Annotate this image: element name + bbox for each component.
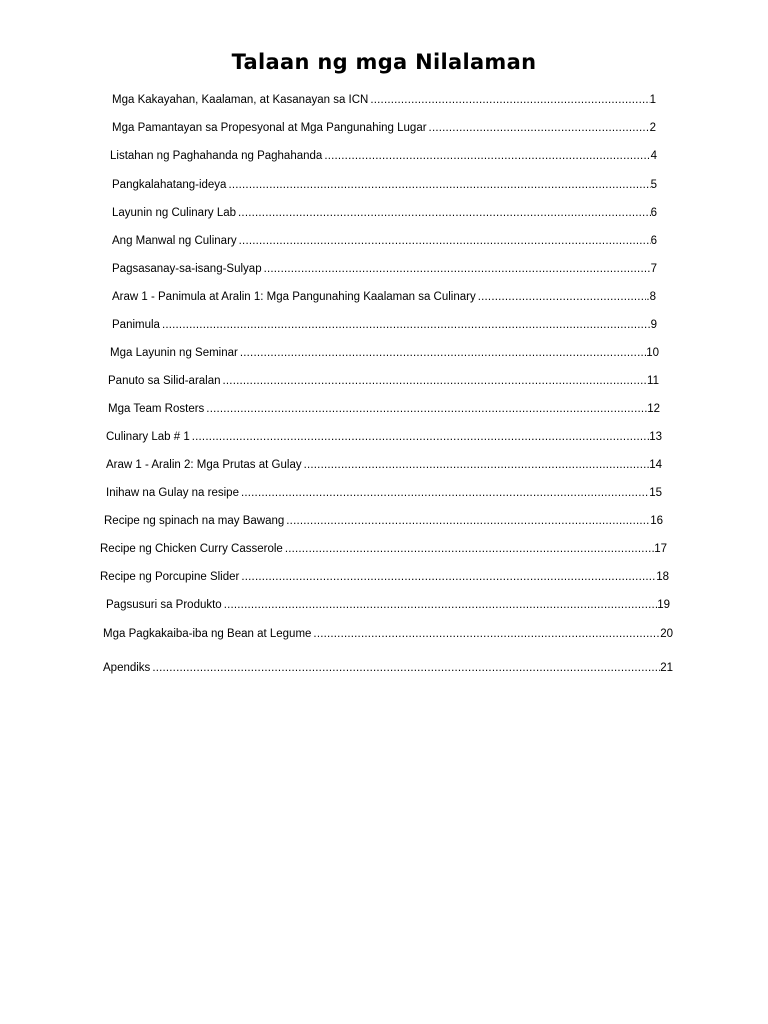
toc-entry-page: 20 bbox=[660, 628, 673, 640]
toc-leader-dots bbox=[237, 233, 651, 249]
toc-entry bbox=[106, 429, 662, 445]
toc-entry-page: 6 bbox=[650, 207, 657, 219]
toc-entry-label: Recipe ng spinach na may Bawang bbox=[104, 515, 285, 527]
toc-entry bbox=[108, 373, 659, 389]
toc-leader-dots bbox=[427, 120, 650, 136]
toc-entry-label: Layunin ng Culinary Lab bbox=[112, 207, 237, 219]
toc-entry-page: 17 bbox=[654, 543, 667, 555]
toc-leader-dots bbox=[238, 345, 646, 361]
toc-entry-label: Araw 1 - Aralin 2: Mga Prutas at Gulay bbox=[106, 459, 302, 471]
toc-entry bbox=[106, 485, 662, 501]
toc-entry-label: Mga Kakayahan, Kaalaman, at Kasanayan sa ICN bbox=[112, 94, 369, 106]
toc-entry-label: Culinary Lab # 1 bbox=[106, 431, 190, 443]
toc-entry bbox=[112, 120, 656, 136]
toc-leader-dots bbox=[160, 317, 651, 333]
toc-leader-dots bbox=[311, 626, 660, 642]
toc-entry-page: 21 bbox=[660, 662, 673, 674]
toc-entry bbox=[100, 569, 669, 585]
toc-entry bbox=[110, 148, 657, 164]
toc-leader-dots bbox=[262, 261, 651, 277]
toc-entry-page: 19 bbox=[657, 599, 670, 611]
toc-leader-dots bbox=[284, 513, 650, 529]
toc-entry-label: Mga Pagkakaiba-iba ng Bean at Legume bbox=[103, 628, 312, 640]
toc-entry-page: 15 bbox=[649, 487, 662, 499]
toc-leader-dots bbox=[239, 485, 649, 501]
toc-entry-label: Pagsasanay-sa-isang-Sulyap bbox=[112, 263, 262, 275]
toc-entry-page: 12 bbox=[647, 403, 660, 415]
toc-entry-page: 7 bbox=[650, 263, 657, 275]
toc-entry-page: 14 bbox=[649, 459, 662, 471]
toc-leader-dots bbox=[283, 541, 654, 557]
toc-entry-page: 1 bbox=[649, 94, 656, 106]
toc-leader-dots bbox=[222, 597, 658, 613]
toc-entry bbox=[106, 597, 670, 613]
toc-entry-page: 4 bbox=[650, 150, 657, 162]
toc-entry-label: Recipe ng Porcupine Slider bbox=[100, 571, 240, 583]
toc-entry-page: 2 bbox=[649, 122, 656, 134]
toc-entry bbox=[103, 626, 673, 642]
toc-entry-page: 6 bbox=[650, 235, 657, 247]
toc-leader-dots bbox=[190, 429, 649, 445]
toc-entry-label: Araw 1 - Panimula at Aralin 1: Mga Pangunahing Kaalaman sa Culinary bbox=[112, 291, 476, 303]
toc-entry-page: 5 bbox=[650, 179, 657, 191]
toc-entry bbox=[112, 233, 657, 249]
toc-entry-page: 10 bbox=[646, 347, 659, 359]
toc-entry-page: .8 bbox=[646, 291, 656, 303]
toc-entry bbox=[104, 513, 663, 529]
page-title: Talaan ng mga Nilalaman bbox=[231, 50, 537, 74]
toc-entry bbox=[112, 205, 657, 221]
toc-entry bbox=[110, 345, 659, 361]
toc-entry-label: Apendiks bbox=[103, 662, 151, 674]
toc-entry-label: Panuto sa Silid-aralan bbox=[108, 375, 221, 387]
toc-entry bbox=[112, 177, 657, 193]
toc-leader-dots bbox=[302, 457, 650, 473]
toc-leader-dots bbox=[221, 373, 648, 389]
toc-leader-dots bbox=[239, 569, 656, 585]
toc-entry-label: Mga Layunin ng Seminar bbox=[110, 347, 238, 359]
toc-leader-dots bbox=[236, 205, 651, 221]
toc-entry-page: 9 bbox=[650, 319, 657, 331]
toc-entry-page: 16 bbox=[650, 515, 663, 527]
toc-entry bbox=[112, 261, 657, 277]
toc-entry-label: Mga Pamantayan sa Propesyonal at Mga Pangunahing Lugar bbox=[112, 122, 427, 134]
toc-entry-label: Ang Manwal ng Culinary bbox=[112, 235, 237, 247]
toc-entry-page: 18 bbox=[656, 571, 669, 583]
toc-leader-dots bbox=[204, 401, 647, 417]
toc-entry bbox=[100, 541, 667, 557]
toc-leader-dots bbox=[322, 148, 650, 164]
toc-entry-page: 11 bbox=[647, 375, 659, 387]
toc-entry bbox=[112, 92, 656, 108]
toc-entry bbox=[112, 289, 656, 305]
toc-entry bbox=[106, 457, 662, 473]
toc-leader-dots bbox=[226, 177, 650, 193]
toc-leader-dots bbox=[150, 660, 660, 676]
toc-entry-label: Panimula bbox=[112, 319, 160, 331]
toc-entry bbox=[112, 317, 657, 333]
toc-leader-dots bbox=[476, 289, 647, 305]
toc-entry-page: 13 bbox=[649, 431, 662, 443]
toc-entry-label: Inihaw na Gulay na resipe bbox=[106, 487, 239, 499]
toc-entry-label: Recipe ng Chicken Curry Casserole bbox=[100, 543, 283, 555]
toc-entry-label: Pagsusuri sa Produkto bbox=[106, 599, 222, 611]
toc-entry bbox=[108, 401, 660, 417]
toc-entry-label: Mga Team Rosters bbox=[108, 403, 205, 415]
toc-entry-label: Listahan ng Paghahanda ng Paghahanda bbox=[110, 150, 323, 162]
toc-entry bbox=[103, 660, 673, 676]
toc-entry-label: Pangkalahatang-ideya bbox=[112, 179, 227, 191]
toc-leader-dots bbox=[368, 92, 649, 108]
